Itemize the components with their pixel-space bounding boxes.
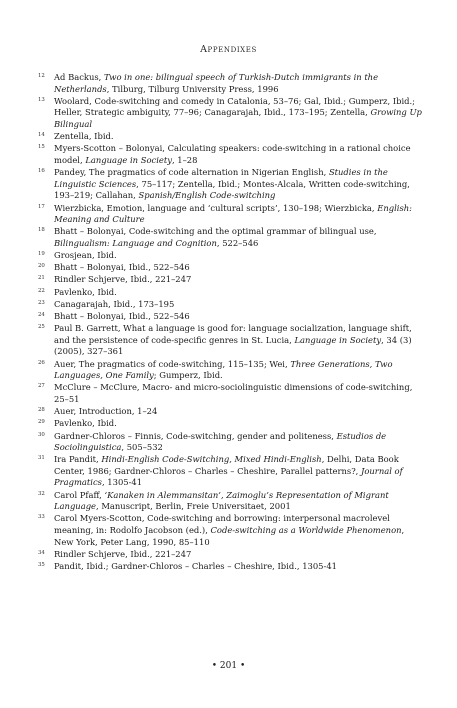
endnote-title: English: Meaning and Culture <box>54 202 412 225</box>
running-head: Appendixes <box>200 44 257 55</box>
endnote-title: Estudios de Sociolinguistica <box>54 430 387 453</box>
endnote-title: Journal of Pragmatics <box>54 465 403 488</box>
endnote-number: 29 <box>38 419 45 426</box>
endnote-number: 30 <box>38 431 45 438</box>
endnote <box>38 418 422 430</box>
endnote-text: , Manuscript, Berlin, Freie Universitaet, 2001 <box>96 501 291 512</box>
endnote-number: 32 <box>38 490 45 497</box>
endnote <box>38 406 422 418</box>
endnote-text: Pandey, The pragmatics of code alternation in Nigerian English, <box>54 167 329 178</box>
endnote-text: McClure – McClure, Macro- and micro-sociolinguistic dimensions of code-switching, 25–51 <box>54 382 413 404</box>
endnote-number: 15 <box>38 144 45 151</box>
endnote-text: Rindler Schjerve, Ibid., 221–247 <box>54 548 192 559</box>
endnote-text: , 1305-41 <box>101 477 143 488</box>
endnote-number: 13 <box>38 96 45 103</box>
endnote-text: Pandit, Ibid.; Gardner-Chloros – Charles – Cheshire, Ibid., 1305-41 <box>54 561 337 571</box>
endnote <box>38 287 422 299</box>
endnote-title: ‘Kanaken in Alemmansitan’, Zaimoglu’s Representation of Migrant Language <box>54 489 389 512</box>
endnote <box>38 167 422 202</box>
endnote-number: 25 <box>38 324 45 331</box>
endnote <box>38 513 422 548</box>
endnote <box>38 203 422 226</box>
endnote-text: Bhatt – Bolonyai, Ibid., 522–546 <box>54 311 190 321</box>
endnote-number: 22 <box>38 287 45 294</box>
endnote-number: 17 <box>38 203 45 210</box>
endnote <box>38 490 422 513</box>
endnote-text: Zentella, Ibid. <box>54 131 114 142</box>
endnote-text: , Tilburg, Tilburg University Press, 1996 <box>106 83 279 94</box>
endnote-number: 16 <box>38 168 45 175</box>
endnote-title: Growing Up Bilingual <box>54 107 422 129</box>
endnote-number: 26 <box>38 359 45 366</box>
endnote-text: Bhatt – Bolonyai, Ibid., 522–546 <box>54 262 190 273</box>
endnote <box>38 143 422 166</box>
endnote-title: Spanish/English Code-switching <box>138 190 276 201</box>
endnote-number: 27 <box>38 383 45 390</box>
endnote-number: 24 <box>38 312 45 318</box>
endnote-number: 28 <box>38 407 45 414</box>
endnote <box>38 359 422 382</box>
endnote-title: Language in Society <box>294 334 382 345</box>
endnote-text: ; Gumperz, Ibid. <box>153 370 223 381</box>
endnote <box>38 561 422 573</box>
endnote-text: Myers-Scotton – Bolonyai, Calculating speakers: code-switching in a rational choice model, <box>54 143 411 165</box>
endnote-number: 14 <box>38 132 45 139</box>
endnote-text: , 34 (3) (2005), 327–361 <box>54 334 412 357</box>
endnote-text: Ad Backus, <box>54 72 105 82</box>
endnote-title: Language in Society <box>85 154 172 165</box>
endnote <box>38 250 422 262</box>
endnote-number: 20 <box>38 263 45 270</box>
endnote-text: Rindler Schjerve, Ibid., 221–247 <box>54 274 192 285</box>
endnote <box>38 549 422 561</box>
endnote-number: 34 <box>38 549 45 556</box>
endnote-title: Bilingualism: Language and Cognition <box>54 237 217 248</box>
endnote-number: 23 <box>38 299 45 306</box>
endnote-number: 12 <box>38 73 45 79</box>
endnote <box>38 299 422 311</box>
endnote-text: Carol Myers-Scotton, Code-switching and borrowing: interpersonal macrolevel meaning, in: Rodolfo Jacobson (ed.), <box>54 513 390 536</box>
endnote-number: 33 <box>38 514 45 521</box>
endnote-text: , 522–546 <box>216 237 259 248</box>
endnote-text: , New York, Peter Lang, 1990, 85–110 <box>54 525 405 547</box>
endnote-number: 31 <box>38 455 45 462</box>
endnote <box>38 382 422 405</box>
endnote-title: Three Generations, Two Languages, One Family <box>54 358 393 381</box>
endnote-title: Hindi-English Code-Switching, Mixed Hindi-English <box>101 454 322 465</box>
endnote-text: , Delhi, Data Book Center, 1986; Gardner-Chloros – Charles – Cheshire, Parallel patterns?, <box>54 454 399 476</box>
endnote-text: Ira Pandit, <box>54 454 102 465</box>
endnote-text: , 505–532 <box>121 442 163 453</box>
endnote-text: Bhatt – Bolonyai, Code-switching and the optimal grammar of bilingual use, <box>54 226 377 237</box>
endnote <box>38 131 422 143</box>
endnote <box>38 323 422 358</box>
endnote <box>38 454 422 489</box>
endnote <box>38 431 422 454</box>
endnote-text: Carol Pfaff, <box>54 489 105 500</box>
endnote-text: Canagarajah, Ibid., 173–195 <box>54 298 175 309</box>
endnote <box>38 72 422 95</box>
endnote-text: Woolard, Code-switching and comedy in Catalonia, 53–76; Gal, Ibid.; Gumperz, Ibid.; Heller, Strategic ambiguity, 77–96; Canagarajah, Ibid., 173–195; Zentella, <box>54 95 415 118</box>
endnote-text: Pavlenko, Ibid. <box>54 286 117 297</box>
endnote-title: Code-switching as a Worldwide Phenomenon <box>210 525 402 536</box>
endnote <box>38 262 422 274</box>
endnote <box>38 311 422 323</box>
endnote-text: , 75–117; Zentella, Ibid.; Montes-Alcala, Written code-switching, 193–219; Callahan, <box>54 178 410 201</box>
endnote-text: Grosjean, Ibid. <box>54 250 117 261</box>
endnote <box>38 226 422 249</box>
endnote-text: Auer, The pragmatics of code-switching, 115–135; Wei, <box>54 358 291 369</box>
endnote-text: Pavlenko, Ibid. <box>54 418 117 429</box>
endnote-text: Auer, Introduction, 1–24 <box>54 406 158 417</box>
endnote-number: 19 <box>38 251 45 258</box>
endnote-text: Wierzbicka, Emotion, language and ‘cultural scripts’, 130–198; Wierzbicka, <box>54 202 378 213</box>
endnote-title: Two in one: bilingual speech of Turkish-Dutch immigrants in the Netherlands <box>54 72 379 94</box>
endnote-text: , 1–28 <box>171 154 198 165</box>
endnote-number: 21 <box>38 275 45 282</box>
endnote-number: 18 <box>38 227 45 234</box>
endnote <box>38 274 422 286</box>
endnotes-list <box>38 72 422 573</box>
endnote <box>38 96 422 131</box>
endnote-text: Gardner-Chloros – Finnis, Code-switching, gender and politeness, <box>54 430 337 441</box>
endnote-text: Paul B. Garrett, What a language is good for: language socialization, language shift, and the persistence of code-specific genres in St. Lucia, <box>54 323 412 345</box>
endnote-title: Studies in the Linguistic Sciences <box>54 167 388 189</box>
endnote-number: 35 <box>38 562 45 568</box>
page-number: • 201 • <box>211 661 246 671</box>
